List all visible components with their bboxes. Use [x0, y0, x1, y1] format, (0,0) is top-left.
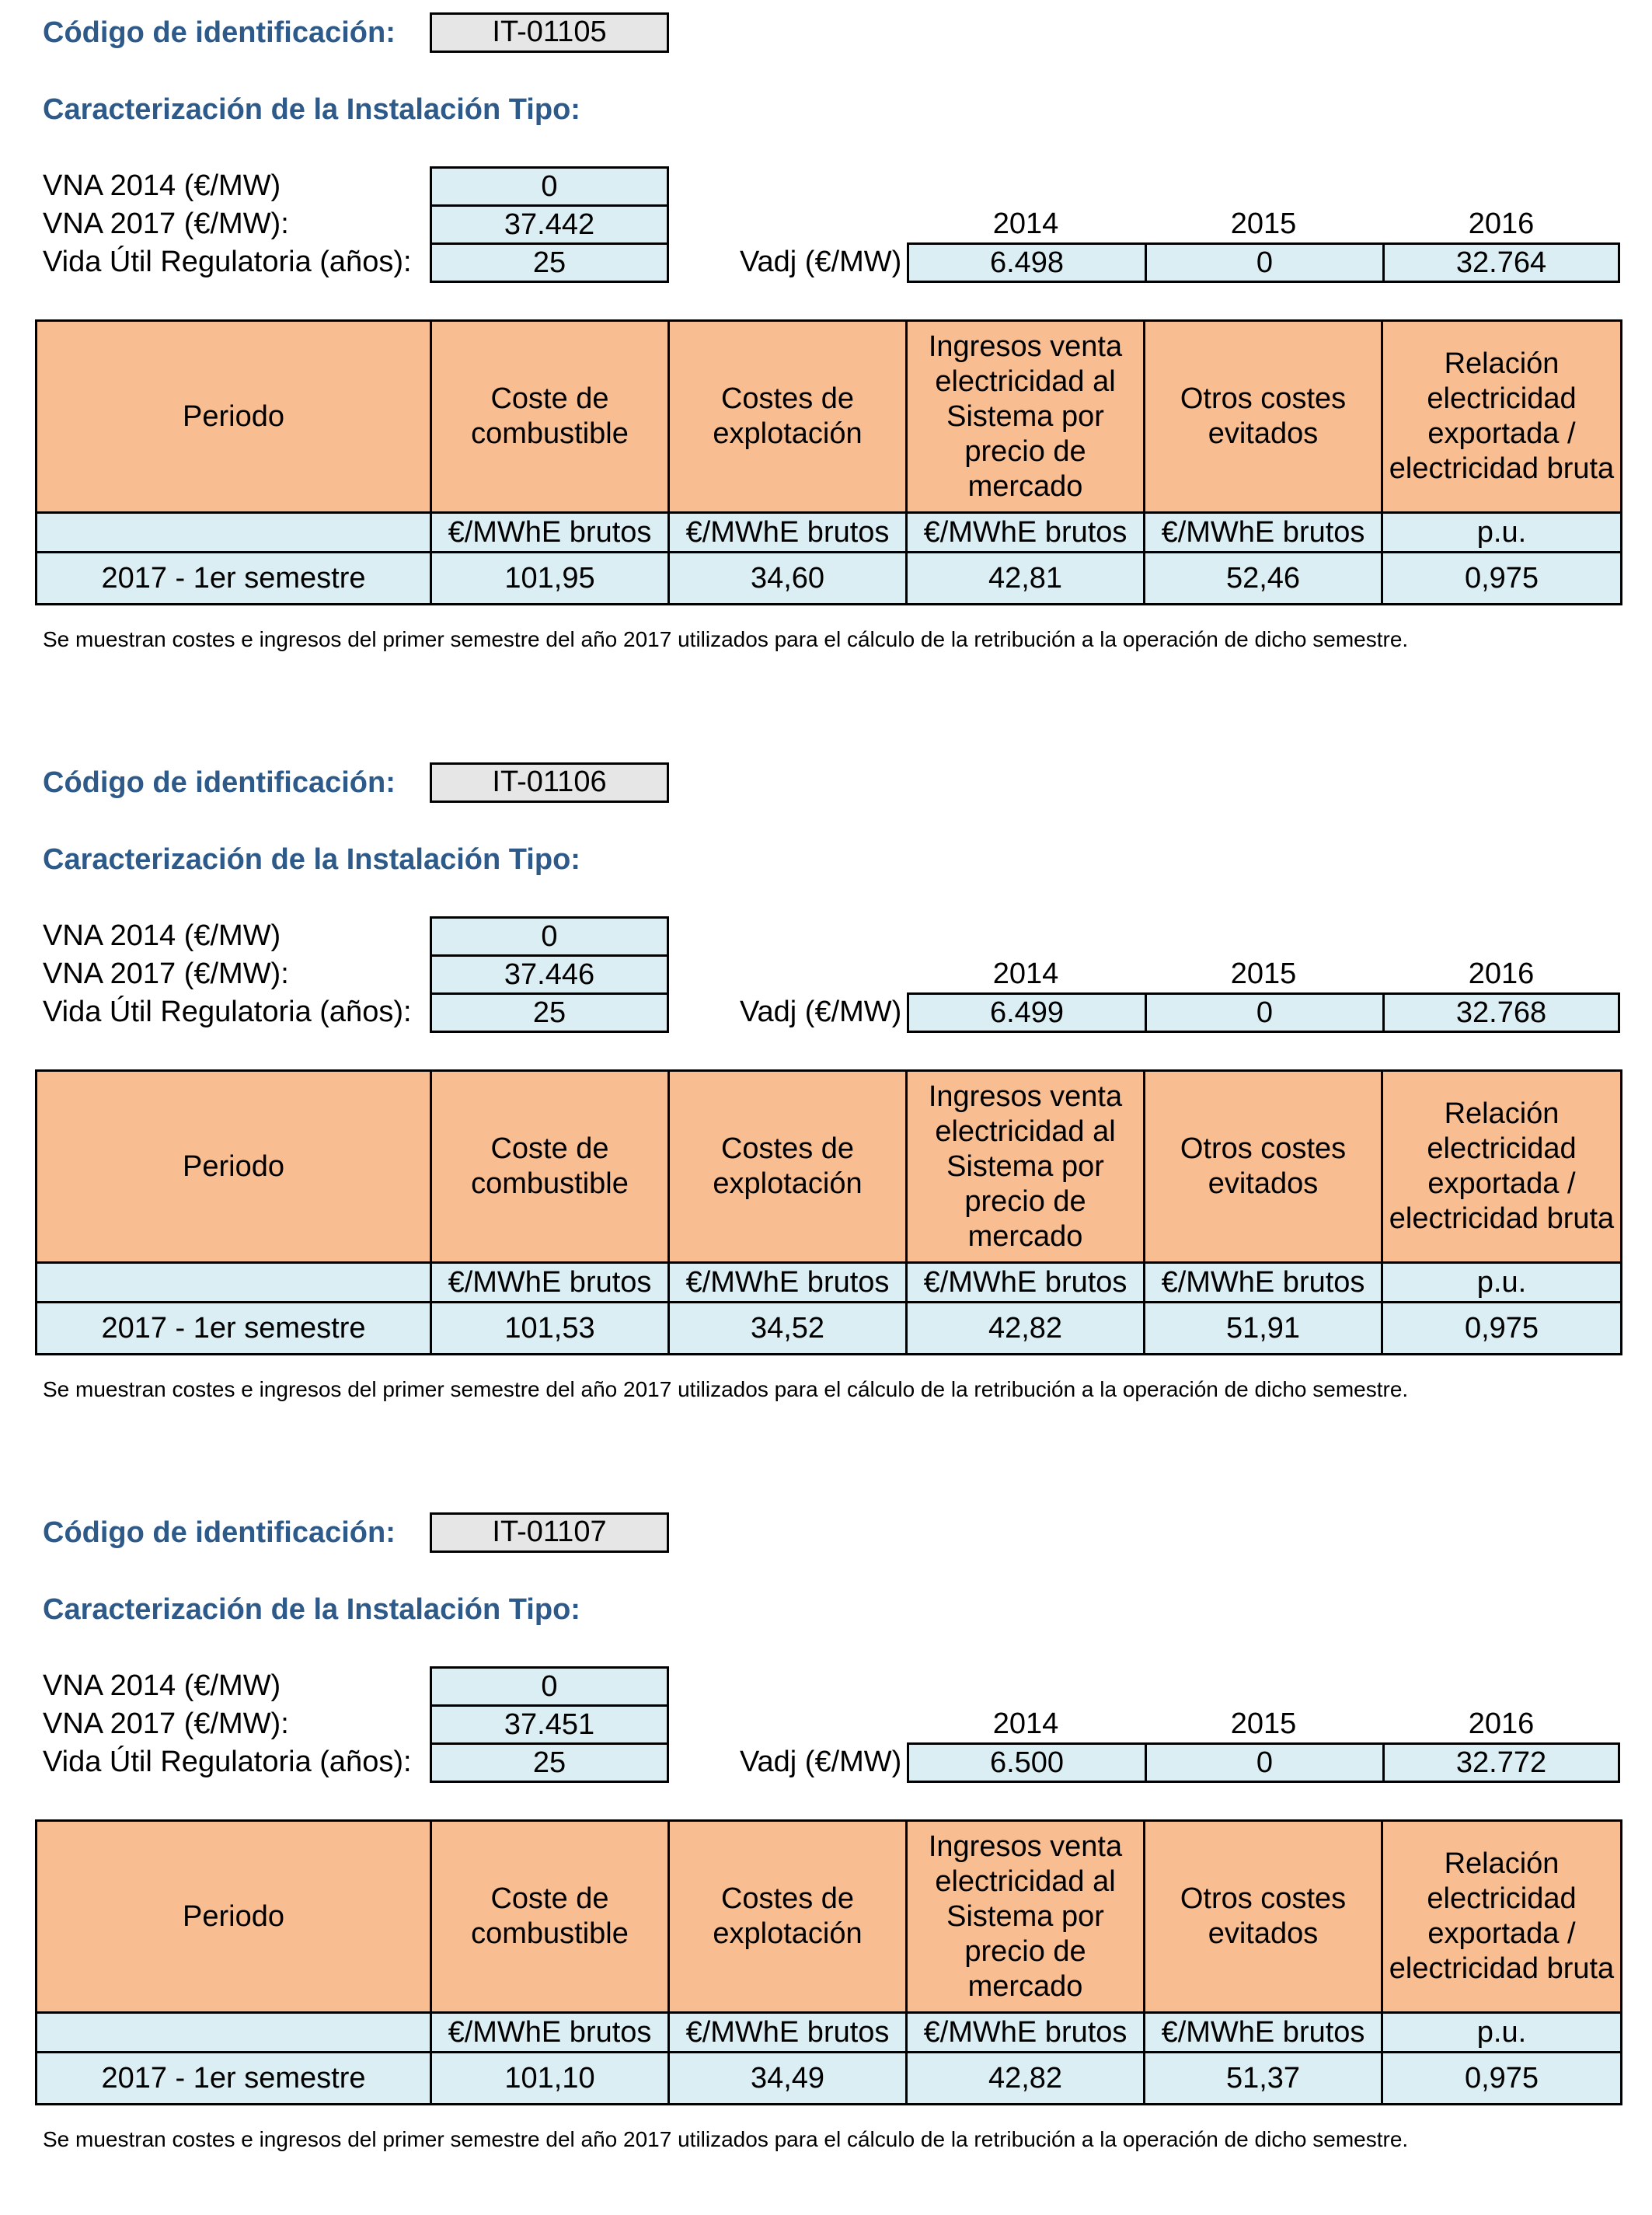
vadj-2015-value: 0: [1145, 1742, 1385, 1783]
otros-costes-cell: 51,37: [1145, 2053, 1382, 2105]
header-coste-combustible: Coste de combustible: [431, 1071, 669, 1263]
table-header-row: [37, 1821, 1622, 2013]
vadj-label: Vadj (€/MW): [740, 246, 902, 278]
vna-2017-label: VNA 2017 (€/MW):: [43, 208, 289, 240]
unit-cell: [37, 1263, 431, 1303]
unit-cell: €/MWhE brutos: [669, 2013, 907, 2053]
vna-2017-label: VNA 2017 (€/MW):: [43, 1707, 289, 1740]
id-code-value: IT-01105: [430, 12, 669, 53]
otros-costes-cell: 51,91: [1145, 1303, 1382, 1355]
vadj-year-2016: 2016: [1468, 208, 1535, 240]
ingresos-cell: 42,82: [907, 1303, 1145, 1355]
vadj-label: Vadj (€/MW): [740, 996, 902, 1028]
vadj-year-2015: 2015: [1230, 958, 1297, 990]
vadj-2016-value: 32.764: [1382, 242, 1620, 283]
unit-cell: p.u.: [1382, 513, 1622, 553]
vadj-2014-value: 6.500: [907, 1742, 1147, 1783]
unit-cell: €/MWhE brutos: [431, 2013, 669, 2053]
header-periodo: Periodo: [37, 1821, 431, 2013]
table-row: [37, 1303, 1622, 1355]
vadj-year-2015: 2015: [1230, 208, 1297, 240]
installation-section: [0, 0, 1652, 715]
vadj-year-2016: 2016: [1468, 958, 1535, 990]
unit-cell: [37, 513, 431, 553]
coste-combustible-cell: 101,10: [431, 2053, 669, 2105]
periodo-cell: 2017 - 1er semestre: [37, 1303, 431, 1355]
vna-2017-value: 37.442: [430, 204, 669, 245]
periodo-cell: 2017 - 1er semestre: [37, 2053, 431, 2105]
characterization-heading: Caracterización de la Instalación Tipo:: [43, 843, 580, 876]
costes-explotacion-cell: 34,52: [669, 1303, 907, 1355]
vna-2017-label: VNA 2017 (€/MW):: [43, 958, 289, 990]
relacion-cell: 0,975: [1382, 553, 1622, 605]
vida-util-value: 25: [430, 992, 669, 1033]
vadj-year-2015: 2015: [1230, 1707, 1297, 1740]
unit-cell: €/MWhE brutos: [1145, 1263, 1382, 1303]
periodo-cell: 2017 - 1er semestre: [37, 553, 431, 605]
header-periodo: Periodo: [37, 321, 431, 513]
table-header-row: [37, 1071, 1622, 1263]
cost-table: [35, 1819, 1622, 2105]
installation-section: [0, 750, 1652, 1465]
characterization-heading: Caracterización de la Instalación Tipo:: [43, 1593, 580, 1626]
coste-combustible-cell: 101,53: [431, 1303, 669, 1355]
header-relacion: Relación electricidad exportada / electricidad bruta: [1382, 1821, 1622, 2013]
vna-2017-value: 37.446: [430, 954, 669, 995]
table-units-row: [37, 513, 1622, 553]
vna-2014-label: VNA 2014 (€/MW): [43, 169, 281, 202]
vida-util-value: 25: [430, 242, 669, 283]
header-coste-combustible: Coste de combustible: [431, 321, 669, 513]
footnote: Se muestran costes e ingresos del primer semestre del año 2017 utilizados para el cálculo de la retribución a la operación de dicho semestre.: [43, 2127, 1409, 2151]
vna-2017-value: 37.451: [430, 1704, 669, 1745]
unit-cell: €/MWhE brutos: [1145, 2013, 1382, 2053]
header-otros-costes: Otros costes evitados: [1145, 1821, 1382, 2013]
unit-cell: €/MWhE brutos: [669, 513, 907, 553]
vadj-year-2016: 2016: [1468, 1707, 1535, 1740]
header-coste-combustible: Coste de combustible: [431, 1821, 669, 2013]
unit-cell: €/MWhE brutos: [669, 1263, 907, 1303]
vna-2014-label: VNA 2014 (€/MW): [43, 919, 281, 952]
id-code-label: Código de identificación:: [43, 16, 396, 49]
otros-costes-cell: 52,46: [1145, 553, 1382, 605]
vadj-2014-value: 6.498: [907, 242, 1147, 283]
vadj-2016-value: 32.768: [1382, 992, 1620, 1033]
id-code-label: Código de identificación:: [43, 766, 396, 799]
unit-cell: [37, 2013, 431, 2053]
cost-table: [35, 1069, 1622, 1355]
vadj-label: Vadj (€/MW): [740, 1746, 902, 1778]
unit-cell: €/MWhE brutos: [431, 1263, 669, 1303]
vadj-2015-value: 0: [1145, 242, 1385, 283]
costes-explotacion-cell: 34,60: [669, 553, 907, 605]
header-ingresos: Ingresos venta electricidad al Sistema por precio de mercado: [907, 1071, 1145, 1263]
footnote: Se muestran costes e ingresos del primer semestre del año 2017 utilizados para el cálculo de la retribución a la operación de dicho semestre.: [43, 627, 1409, 651]
unit-cell: p.u.: [1382, 2013, 1622, 2053]
unit-cell: €/MWhE brutos: [1145, 513, 1382, 553]
header-relacion: Relación electricidad exportada / electricidad bruta: [1382, 321, 1622, 513]
installation-section: [0, 1500, 1652, 2215]
unit-cell: €/MWhE brutos: [907, 2013, 1145, 2053]
vna-2014-value: 0: [430, 166, 669, 207]
header-ingresos: Ingresos venta electricidad al Sistema por precio de mercado: [907, 1821, 1145, 2013]
id-code-value: IT-01106: [430, 762, 669, 803]
vadj-2015-value: 0: [1145, 992, 1385, 1033]
vna-2014-value: 0: [430, 1666, 669, 1707]
unit-cell: €/MWhE brutos: [907, 513, 1145, 553]
ingresos-cell: 42,82: [907, 2053, 1145, 2105]
table-units-row: [37, 2013, 1622, 2053]
relacion-cell: 0,975: [1382, 2053, 1622, 2105]
header-relacion: Relación electricidad exportada / electricidad bruta: [1382, 1071, 1622, 1263]
ingresos-cell: 42,81: [907, 553, 1145, 605]
vadj-year-2014: 2014: [992, 1707, 1059, 1740]
coste-combustible-cell: 101,95: [431, 553, 669, 605]
header-costes-explotacion: Costes de explotación: [669, 1821, 907, 2013]
header-otros-costes: Otros costes evitados: [1145, 321, 1382, 513]
relacion-cell: 0,975: [1382, 1303, 1622, 1355]
header-costes-explotacion: Costes de explotación: [669, 1071, 907, 1263]
header-periodo: Periodo: [37, 1071, 431, 1263]
table-header-row: [37, 321, 1622, 513]
vadj-year-2014: 2014: [992, 958, 1059, 990]
vida-util-label: Vida Útil Regulatoria (años):: [43, 996, 412, 1028]
vadj-2014-value: 6.499: [907, 992, 1147, 1033]
unit-cell: €/MWhE brutos: [907, 1263, 1145, 1303]
table-row: [37, 553, 1622, 605]
vadj-year-2014: 2014: [992, 208, 1059, 240]
vna-2014-label: VNA 2014 (€/MW): [43, 1669, 281, 1702]
unit-cell: p.u.: [1382, 1263, 1622, 1303]
footnote: Se muestran costes e ingresos del primer semestre del año 2017 utilizados para el cálculo de la retribución a la operación de dicho semestre.: [43, 1377, 1409, 1401]
table-units-row: [37, 1263, 1622, 1303]
table-row: [37, 2053, 1622, 2105]
vida-util-label: Vida Útil Regulatoria (años):: [43, 1746, 412, 1778]
header-ingresos: Ingresos venta electricidad al Sistema por precio de mercado: [907, 321, 1145, 513]
vida-util-value: 25: [430, 1742, 669, 1783]
id-code-value: IT-01107: [430, 1512, 669, 1553]
characterization-heading: Caracterización de la Instalación Tipo:: [43, 93, 580, 126]
header-costes-explotacion: Costes de explotación: [669, 321, 907, 513]
vida-util-label: Vida Útil Regulatoria (años):: [43, 246, 412, 278]
cost-table: [35, 319, 1622, 605]
unit-cell: €/MWhE brutos: [431, 513, 669, 553]
id-code-label: Código de identificación:: [43, 1516, 396, 1549]
vadj-2016-value: 32.772: [1382, 1742, 1620, 1783]
costes-explotacion-cell: 34,49: [669, 2053, 907, 2105]
vna-2014-value: 0: [430, 916, 669, 957]
header-otros-costes: Otros costes evitados: [1145, 1071, 1382, 1263]
